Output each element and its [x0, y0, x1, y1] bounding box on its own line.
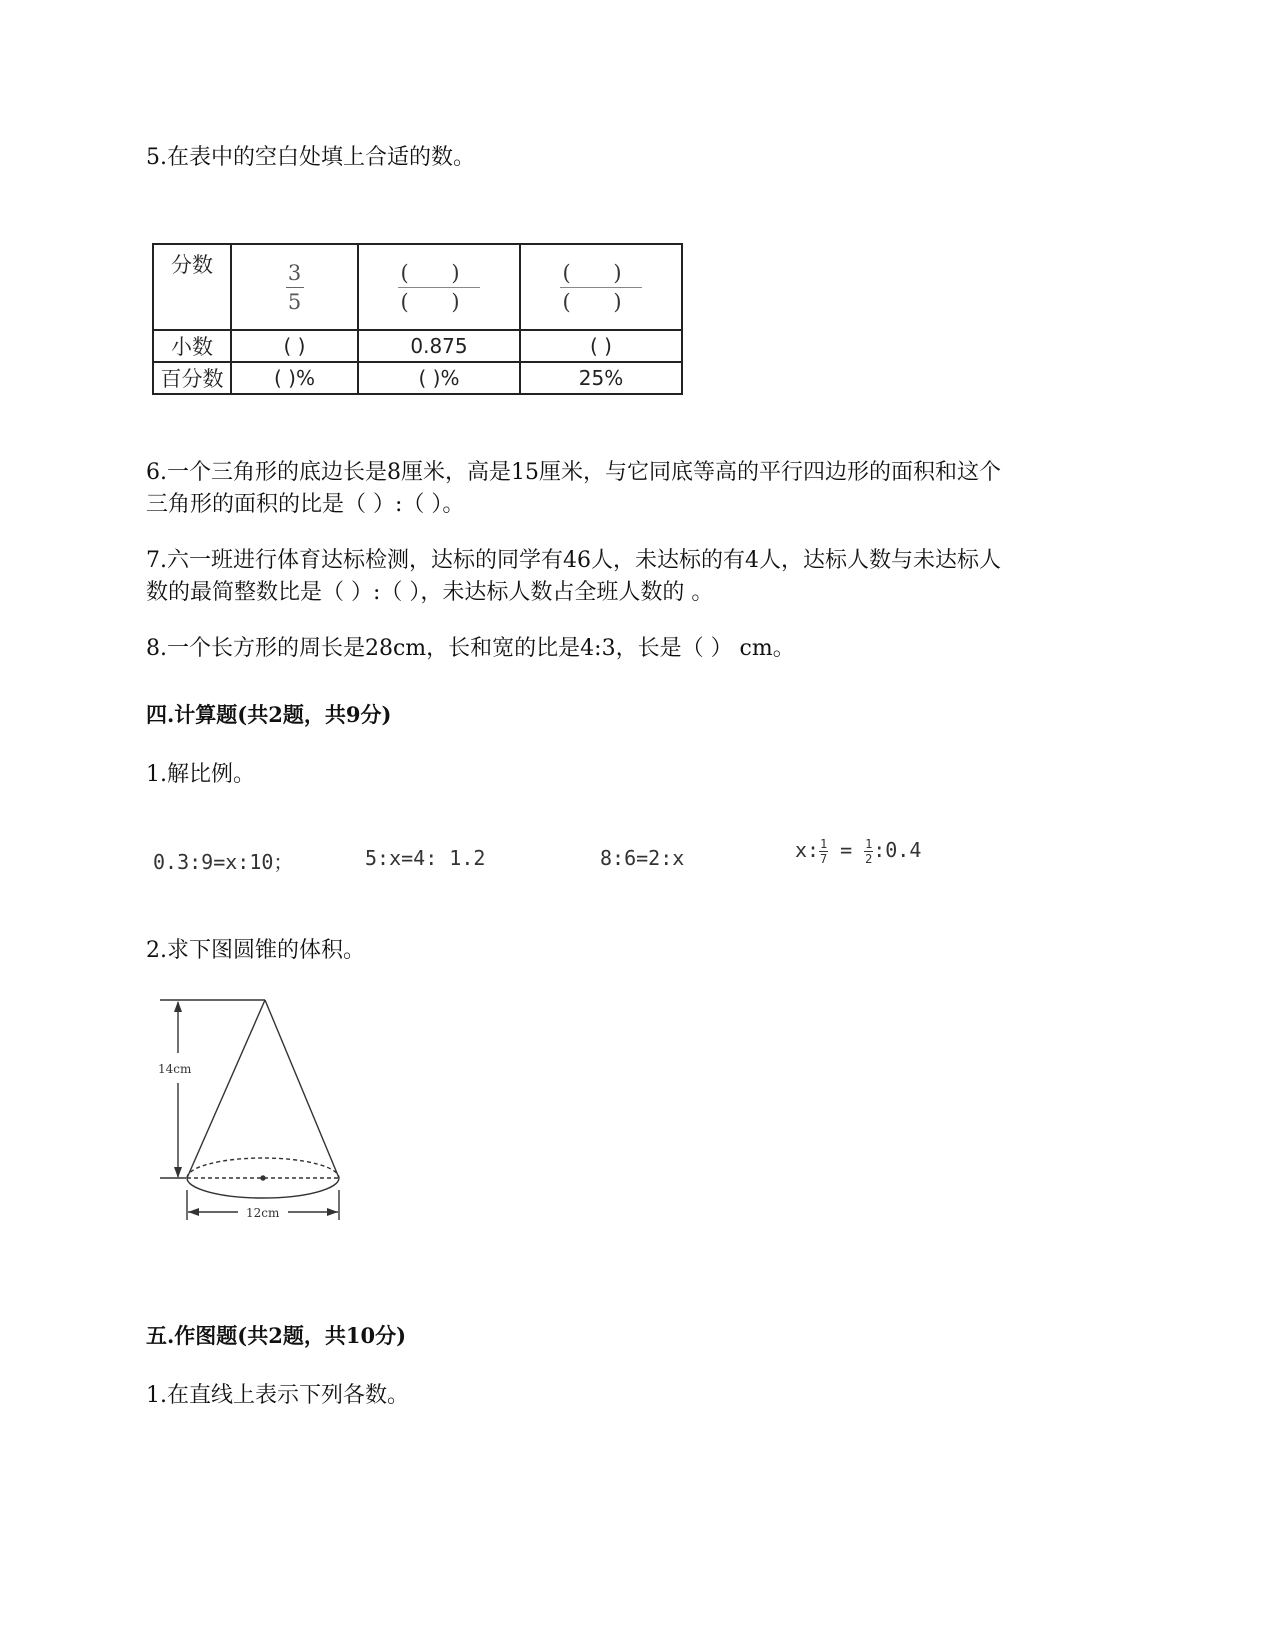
cell-decimal-2: 0.875 [358, 330, 520, 362]
blank-numerator: ( ) [562, 260, 640, 285]
cell-fraction-given [231, 244, 358, 330]
equation-4: x: $\frac{1}{7}$ = $\frac{1}{2}$ :0.4 [795, 837, 922, 866]
cone-left-side [187, 1000, 265, 1178]
fraction-denominator: 5 [287, 289, 302, 314]
equation-3: 8:6=2:x [600, 846, 685, 870]
cell-decimal-1[interactable]: ( ) [231, 330, 358, 362]
question-7-line-1: 7.六一班进行体育达标检测，达标的同学有46人，未达标的有4人，达标人数与未达标人 [146, 548, 1001, 573]
height-arrow-top [174, 1001, 182, 1012]
equation-2: 5:x=4: 1.2 [365, 846, 486, 870]
row-header-fraction: 分数 [153, 244, 231, 330]
section-5-question-1: 1.在直线上表示下列各数。 [146, 1383, 409, 1408]
fraction-numerator: 3 [287, 260, 302, 285]
blank-denominator: ( ) [562, 289, 640, 314]
base-ellipse-back [187, 1158, 339, 1178]
row-header-percent: 百分数 [153, 362, 231, 394]
height-arrow-bottom [174, 1167, 182, 1178]
width-arrow-left [188, 1208, 199, 1216]
blank-numerator: ( ) [400, 260, 478, 285]
cell-percent-2[interactable]: ( )% [358, 362, 520, 394]
width-arrow-right [327, 1208, 338, 1216]
blank-denominator: ( ) [400, 289, 478, 314]
cone-right-side [265, 1000, 339, 1178]
base-center [261, 1176, 265, 1180]
question-6-line-1: 6.一个三角形的底边长是8厘米，高是15厘米，与它同底等高的平行四边形的面积和这个 [146, 460, 1001, 485]
cell-fraction-blank-1[interactable] [358, 244, 520, 330]
fraction-3-5 [286, 260, 304, 315]
row-header-decimal: 小数 [153, 330, 231, 362]
question-8: 8.一个长方形的周长是28cm，长和宽的比是4:3，长是（ ） cm。 [146, 636, 795, 661]
height-label: 14cm [158, 1062, 192, 1076]
base-ellipse-front [187, 1178, 339, 1198]
cone-diagram [150, 990, 350, 1230]
section-4-question-2: 2.求下图圆锥的体积。 [146, 938, 365, 963]
cell-fraction-blank-2[interactable] [520, 244, 682, 330]
question-6-line-2: 三角形的面积的比是（ ）:（ ）。 [146, 492, 465, 517]
cell-decimal-3[interactable]: ( ) [520, 330, 682, 362]
section-4-heading: 四.计算题(共2题，共9分) [146, 702, 392, 727]
fraction-1-7: $\frac{1}{7}$ [819, 837, 828, 866]
cell-percent-3: 25% [520, 362, 682, 394]
cell-percent-1[interactable]: ( )% [231, 362, 358, 394]
section-5-heading: 五.作图题(共2题，共10分) [146, 1323, 407, 1348]
question-7-line-2: 数的最简整数比是（ ）:（ ），未达标人数占全班人数的 。 [146, 580, 714, 605]
fraction-decimal-percent-table [152, 243, 683, 395]
question-5: 5.在表中的空白处填上合适的数。 [146, 145, 475, 170]
diameter-label: 12cm [246, 1206, 280, 1220]
fraction-1-2: $\frac{1}{2}$ [865, 837, 873, 866]
section-4-question-1: 1.解比例。 [146, 762, 255, 787]
equation-1: 0.3:9=x:10； [153, 850, 294, 874]
